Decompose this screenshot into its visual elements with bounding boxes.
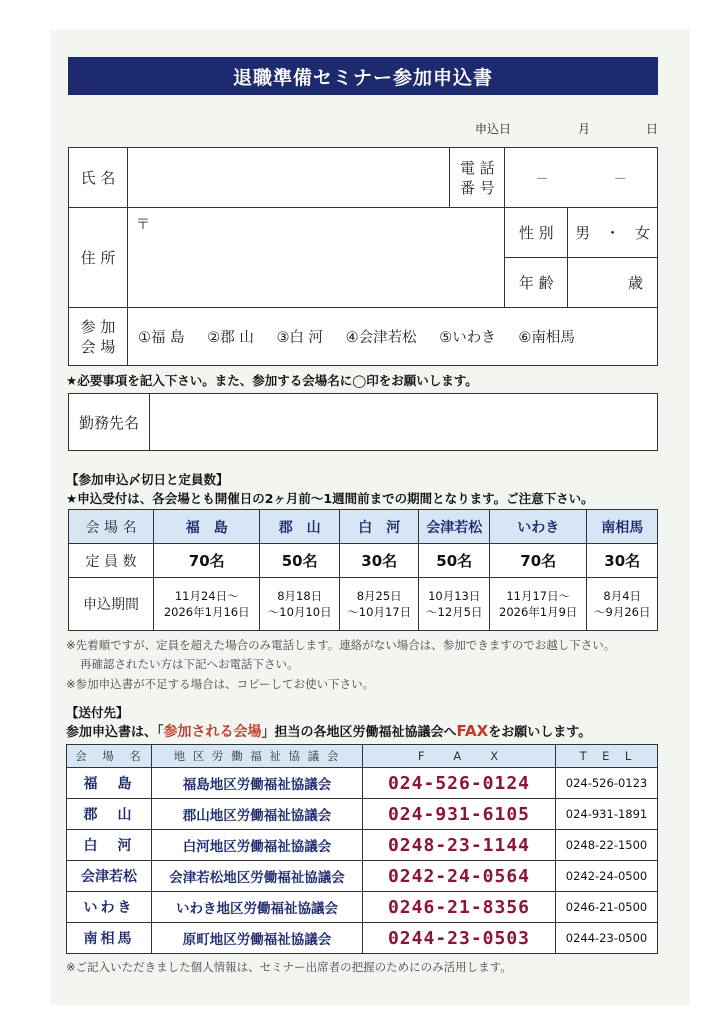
gender-label: 性 別 (505, 208, 568, 258)
period-end: ～10月10日 (267, 605, 332, 619)
period-cell (489, 578, 586, 631)
contact-council: 福島地区労働福祉協議会 (152, 768, 363, 799)
row-label-venue: 会 場 名 (69, 510, 154, 544)
address-label: 住 所 (69, 208, 128, 308)
contact-tel: 0248-22-1500 (556, 830, 658, 861)
venue-header: 郡 山 (260, 510, 340, 544)
applicant-form (68, 147, 658, 366)
contact-council: 原町地区労働福祉協議会 (152, 923, 363, 954)
send-heading: 【送付先】 (66, 705, 129, 720)
venue-options (128, 308, 658, 366)
deadline-note: ★申込受付は、各会場とも開催日の2ヶ月前～1週間前までの期間となります。ご注意下さい。 (66, 491, 594, 506)
period-cell (260, 578, 340, 631)
form-title: 退職準備セミナー参加申込書 (68, 57, 658, 95)
venue-header: 福 島 (154, 510, 260, 544)
contact-council: いわき地区労働福祉協議会 (152, 892, 363, 923)
contact-table (66, 744, 658, 954)
note-first-come: ※先着順ですが、定員を超えた場合のみ電話します。連絡がない場合は、参加できますのでお越し下さい。 (66, 638, 616, 652)
period-start: 11月24日～ (174, 589, 239, 603)
date-prefix: 申込日 (475, 122, 512, 136)
venue-option-iwaki[interactable]: ⑤いわき (439, 330, 496, 346)
phone-label (450, 148, 505, 208)
address-field[interactable] (128, 208, 505, 308)
contact-fax: 0242-24-0564 (363, 861, 556, 892)
contact-tel: 024-526-0123 (556, 768, 658, 799)
venue-header: 会津若松 (419, 510, 490, 544)
venue-header: いわき (489, 510, 586, 544)
table-row (67, 830, 658, 861)
contact-tel: 0242-24-0500 (556, 861, 658, 892)
capacity-cell: 70名 (154, 544, 260, 578)
venue-option-aizuwakamatsu[interactable]: ④会津若松 (345, 330, 417, 346)
period-start: 11月17日～ (506, 589, 571, 603)
contact-council: 郡山地区労働福祉協議会 (152, 799, 363, 830)
period-end: 2026年1月16日 (163, 605, 250, 619)
name-label: 氏 名 (69, 148, 128, 208)
period-cell (419, 578, 490, 631)
date-month: 月 (578, 122, 591, 136)
period-start: 8月25日 (356, 589, 402, 603)
notice-required: ★必要事項を記入下さい。また、参加する会場名に◯印をお願いします。 (66, 373, 478, 388)
period-cell (154, 578, 260, 631)
table-row (67, 923, 658, 954)
send-note-pre: 参加申込書は、「 (66, 725, 164, 740)
period-start: 10月13日 (428, 589, 481, 603)
contact-fax: 0244-23-0503 (363, 923, 556, 954)
contact-fax: 024-931-6105 (363, 799, 556, 830)
contact-council: 会津若松地区労働福祉協議会 (152, 861, 363, 892)
contact-fax: 0248-23-1144 (363, 830, 556, 861)
venue-header: 南相馬 (587, 510, 658, 544)
contact-fax: 0246-21-8356 (363, 892, 556, 923)
note-reconfirm: 再確認されたい方は下記へお電話下さい。 (80, 657, 299, 671)
contact-tel: 0244-23-0500 (556, 923, 658, 954)
period-end: ～12月5日 (426, 605, 483, 619)
contact-fax: 024-526-0124 (363, 768, 556, 799)
contact-venue: 南相馬 (67, 923, 152, 954)
contact-header-council: 地 区 労 働 福 祉 協 議 会 (152, 745, 363, 768)
capacity-cell: 70名 (489, 544, 586, 578)
venue-label (69, 308, 128, 366)
venue-option-koriyama[interactable]: ②郡 山 (207, 330, 254, 346)
table-row (67, 861, 658, 892)
date-day: 日 (646, 122, 659, 136)
send-note (66, 721, 591, 741)
contact-venue: 福 島 (67, 768, 152, 799)
capacity-cell: 30名 (339, 544, 419, 578)
contact-council: 白河地区労働福祉協議会 (152, 830, 363, 861)
contact-venue: 会津若松 (67, 861, 152, 892)
contact-venue: 郡 山 (67, 799, 152, 830)
deadline-heading: 【参加申込〆切日と定員数】 (66, 472, 229, 487)
contact-tel: 024-931-1891 (556, 799, 658, 830)
name-field[interactable] (128, 148, 450, 208)
capacity-cell: 50名 (260, 544, 340, 578)
table-row (67, 799, 658, 830)
send-note-highlight: 参加される会場 (163, 724, 262, 740)
note-copy: ※参加申込書が不足する場合は、コピーしてお使い下さい。 (66, 677, 375, 691)
period-cell (587, 578, 658, 631)
postal-mark: 〒 (136, 217, 150, 233)
send-note-mid: 」担当の各地区労働福祉協議会へ (261, 725, 457, 740)
venue-label-line2: 会 場 (80, 337, 116, 356)
venue-option-shirakawa[interactable]: ③白 河 (276, 330, 324, 346)
period-end: 2026年1月9日 (499, 605, 578, 619)
table-row (67, 768, 658, 799)
phone-field[interactable] (505, 148, 658, 208)
workplace-field[interactable] (150, 394, 658, 451)
workplace-label: 勤務先名 (69, 394, 150, 451)
phone-label-line1: 電 話 (459, 158, 495, 177)
capacity-cell: 30名 (587, 544, 658, 578)
period-cell (339, 578, 419, 631)
venue-option-minamisoma[interactable]: ⑥南相馬 (518, 330, 575, 346)
table-row (67, 892, 658, 923)
phone-label-line2: 番 号 (459, 178, 495, 197)
row-label-period: 申込期間 (69, 578, 154, 631)
gender-options[interactable]: 男 ・ 女 (568, 208, 658, 258)
period-start: 8月4日 (603, 589, 642, 603)
age-unit: 歳 (627, 274, 643, 292)
send-note-fax: FAX (456, 722, 489, 740)
age-label: 年 齢 (505, 258, 568, 308)
send-note-post: をお願いします。 (488, 725, 592, 740)
venue-option-fukushima[interactable]: ①福 島 (138, 330, 185, 346)
seminar-schedule-table (68, 509, 658, 631)
footer-privacy-note: ※ご記入いただきました個人情報は、セミナー出席者の把握のためにのみ活用します。 (66, 960, 512, 974)
period-end: ～10月17日 (347, 605, 412, 619)
phone-separators: － － (535, 172, 627, 187)
capacity-cell: 50名 (419, 544, 490, 578)
period-start: 8月18日 (277, 589, 323, 603)
venue-header: 白 河 (339, 510, 419, 544)
contact-header-venue: 会 場 名 (67, 745, 152, 768)
venue-label-line1: 参 加 (80, 317, 116, 336)
contact-tel: 0246-21-0500 (556, 892, 658, 923)
contact-header-tel: T E L (556, 745, 658, 768)
period-end: ～9月26日 (594, 605, 651, 619)
contact-venue: いわき (67, 892, 152, 923)
workplace-form (68, 393, 658, 451)
row-label-capacity: 定 員 数 (69, 544, 154, 578)
contact-header-fax: F A X (363, 745, 556, 768)
age-field[interactable] (568, 258, 658, 308)
contact-venue: 白 河 (67, 830, 152, 861)
